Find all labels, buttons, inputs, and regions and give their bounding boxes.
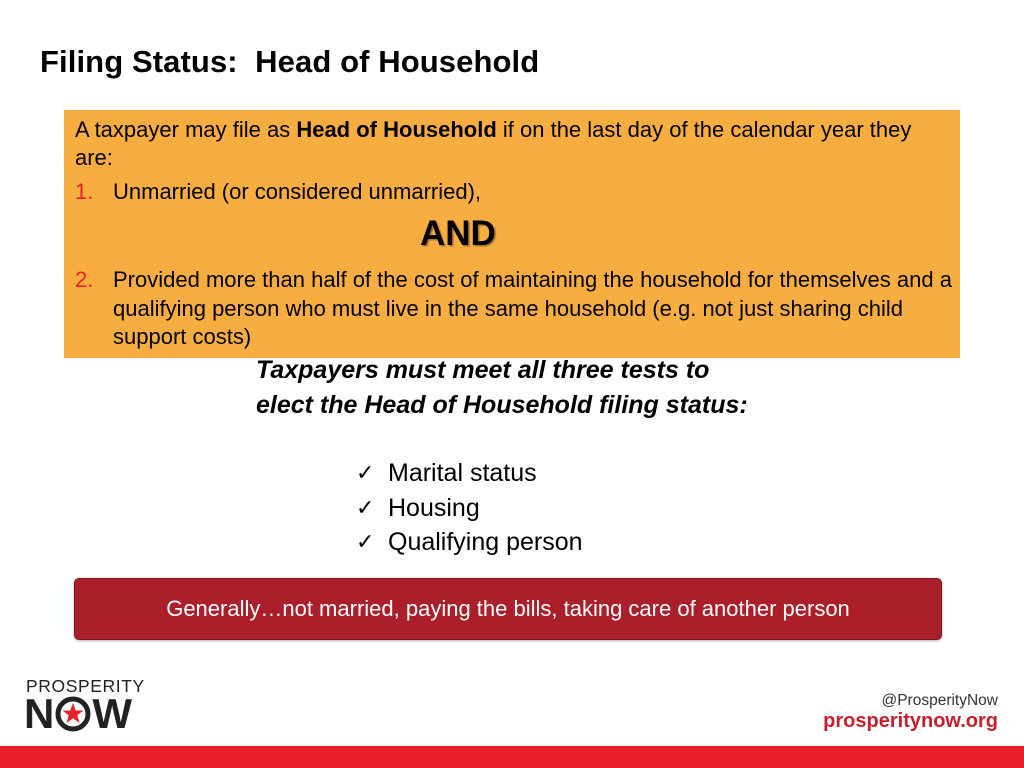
social-handle: @ProsperityNow [881, 692, 998, 709]
checklist-item-qualifying [356, 525, 583, 560]
checklist-label: Housing [388, 493, 480, 522]
tests-heading: Taxpayers must meet all three tests to elect the Head of Household filing status: [256, 356, 748, 419]
check-icon: ✓ [356, 494, 375, 520]
checklist-item-marital [356, 456, 583, 491]
intro-suffix: if on the last day of the calendar year they are: [75, 117, 912, 170]
logo-letter-w: W [92, 690, 132, 737]
check-icon: ✓ [356, 460, 375, 485]
check-icon: ✓ [356, 529, 375, 554]
intro-bold-term: Head of Household [296, 117, 497, 142]
summary-banner-text: Generally…not married, paying the bills, taking care of another person [166, 596, 850, 621]
slide-title: Filing Status: Head of Household [40, 44, 540, 79]
list-number-1: 1. [75, 179, 94, 204]
checklist-label: Marital status [388, 459, 537, 487]
and-label: AND [420, 214, 496, 253]
list-text-1: Unmarried (or considered unmarried), [113, 179, 482, 204]
footer-bar [0, 746, 1024, 768]
definition-intro [75, 116, 950, 172]
star-logo-icon [55, 696, 91, 732]
website-link[interactable]: prosperitynow.org [823, 710, 998, 732]
intro-prefix: A taxpayer may file as [75, 117, 297, 142]
list-number-2: 2. [75, 267, 94, 292]
logo-wordmark-top: PROSPERITY [26, 676, 145, 696]
tests-checklist [356, 456, 583, 560]
summary-banner [74, 578, 942, 640]
logo-wordmark-now [24, 690, 132, 737]
list-text-2: Provided more than half of the cost of maintaining the household for themselves and a qualifying person who must live in the same household (e.g. not just sharing child support costs) [113, 267, 952, 349]
logo-letter-n: N [24, 690, 55, 737]
checklist-item-housing [356, 491, 583, 526]
checklist-label: Qualifying person [388, 528, 583, 556]
